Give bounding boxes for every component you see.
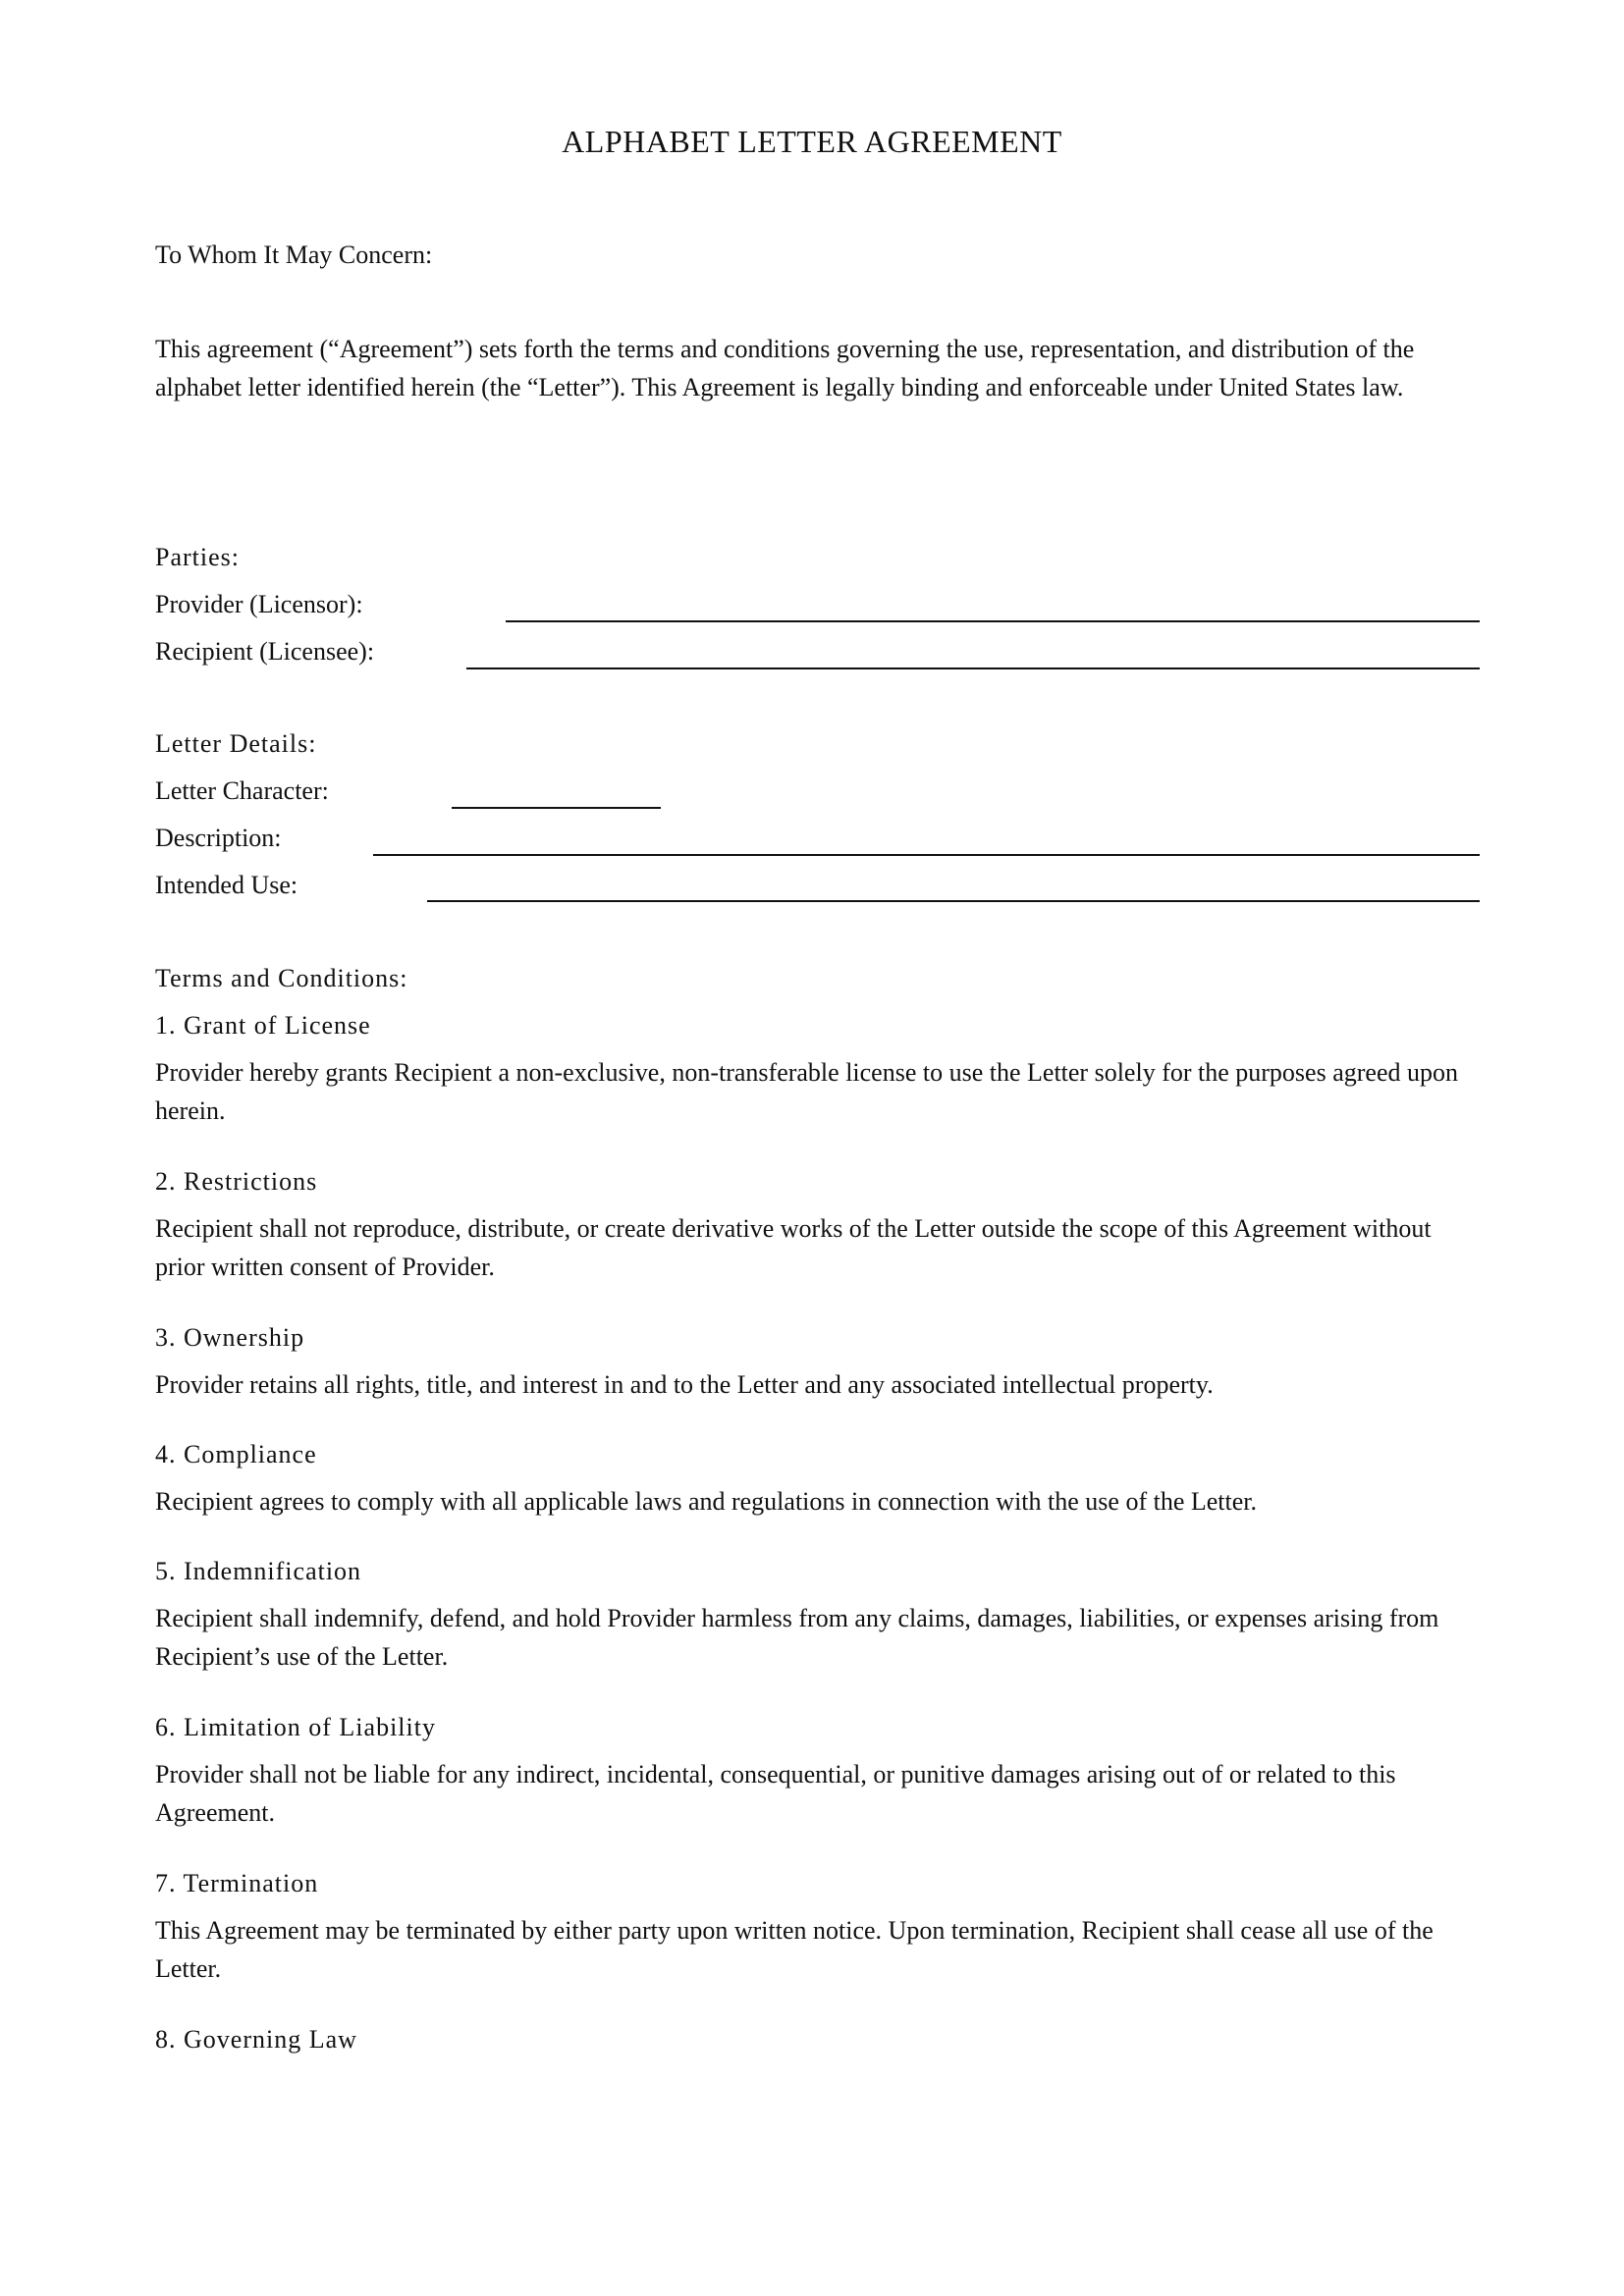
salutation: To Whom It May Concern: bbox=[155, 240, 433, 269]
recipient-blank-line[interactable] bbox=[466, 667, 1480, 669]
recipient-label: Recipient (Licensee): bbox=[155, 637, 375, 666]
letter-character-label: Letter Character: bbox=[155, 776, 329, 805]
provider-label: Provider (Licensor): bbox=[155, 590, 363, 618]
terms-heading: Terms and Conditions: bbox=[155, 964, 408, 992]
section-body: Recipient agrees to comply with all applicable laws and regulations in connection with the use of the Letter. bbox=[155, 1487, 1257, 1516]
description-label: Description: bbox=[155, 824, 282, 852]
section-title: 6. Limitation of Liability bbox=[155, 1713, 436, 1741]
section-title: 4. Compliance bbox=[155, 1440, 317, 1468]
section-title: 5. Indemnification bbox=[155, 1557, 362, 1585]
section-title: 8. Governing Law bbox=[155, 2025, 357, 2054]
section-body: Recipient shall indemnify, defend, and hold Provider harmless from any claims, damages, liabilities, or expenses arising from Recipient’s use of the Letter. bbox=[155, 1604, 1439, 1671]
document-title: ALPHABET LETTER AGREEMENT bbox=[562, 124, 1062, 159]
section-title: 7. Termination bbox=[155, 1869, 319, 1897]
section-body: This Agreement may be terminated by either party upon written notice. Upon termination, Recipient shall cease all use of the Letter. bbox=[155, 1916, 1434, 1983]
section-title: 1. Grant of License bbox=[155, 1011, 371, 1040]
intro-paragraph: This agreement (“Agreement”) sets forth the terms and conditions governing the use, representation, and distribution of the alphabet letter identified herein (the “Letter”). This Agreement is legally binding and enforceable under United States law. bbox=[155, 335, 1415, 401]
parties-heading: Parties: bbox=[155, 543, 240, 571]
section-body: Provider shall not be liable for any indirect, incidental, consequential, or punitive damages arising out of or related to this Agreement. bbox=[155, 1760, 1396, 1827]
letter-details-heading: Letter Details: bbox=[155, 729, 317, 758]
section-title: 3. Ownership bbox=[155, 1323, 305, 1352]
description-blank-line[interactable] bbox=[373, 854, 1480, 856]
provider-blank-line[interactable] bbox=[506, 620, 1480, 622]
section-title: 2. Restrictions bbox=[155, 1167, 318, 1196]
section-body: Recipient shall not reproduce, distribute, or create derivative works of the Letter outside the scope of this Agreement without prior written consent of Provider. bbox=[155, 1214, 1432, 1281]
intended-use-blank-line[interactable] bbox=[427, 900, 1480, 902]
intended-use-label: Intended Use: bbox=[155, 871, 298, 899]
section-body: Provider retains all rights, title, and interest in and to the Letter and any associated intellectual property. bbox=[155, 1370, 1214, 1399]
letter-character-blank-line[interactable] bbox=[452, 807, 661, 809]
section-body: Provider hereby grants Recipient a non-exclusive, non-transferable license to use the Letter solely for the purposes agreed upon herein. bbox=[155, 1058, 1458, 1125]
